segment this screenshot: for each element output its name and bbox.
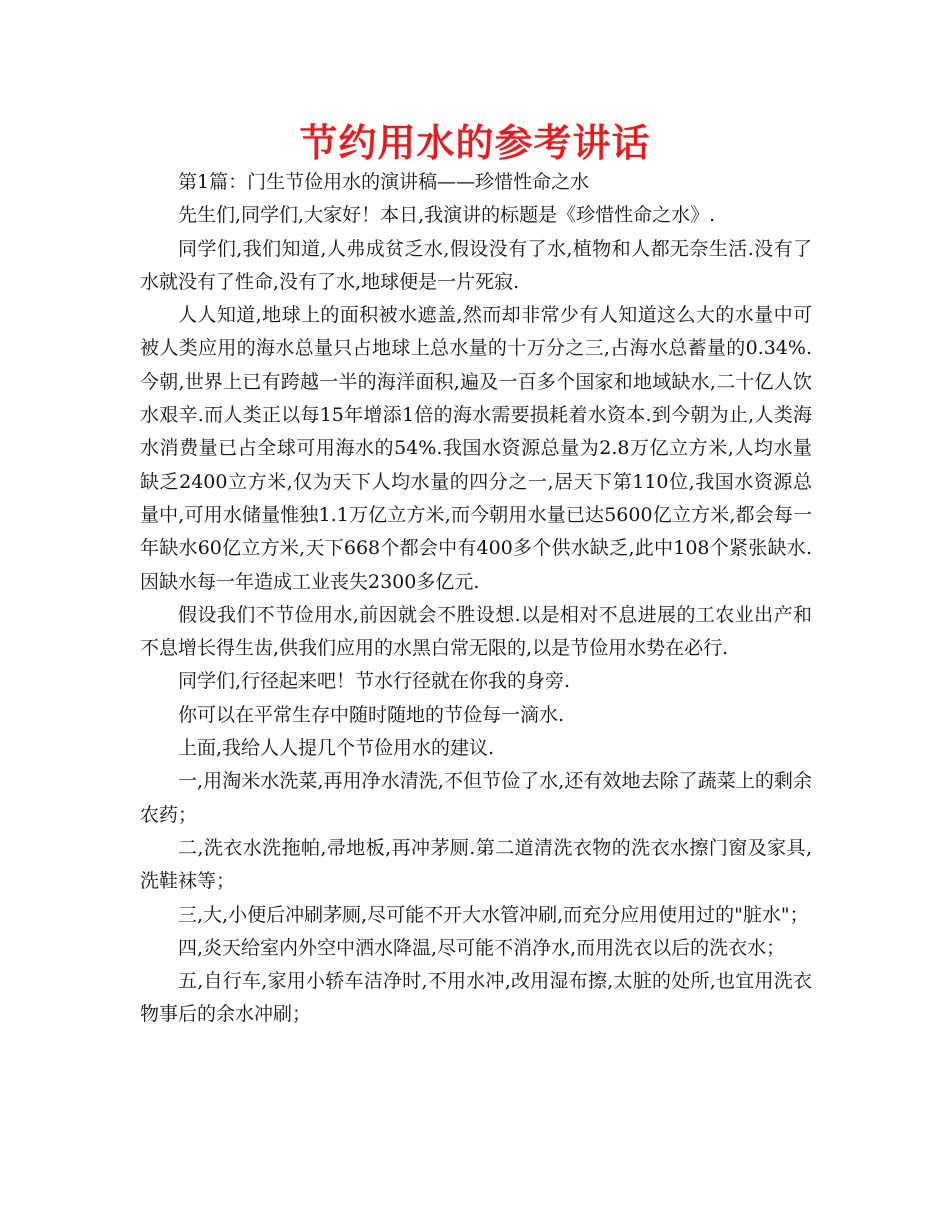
paragraph-suggestion-2: 二,洗衣水洗拖帕,帚地板,再冲茅厕.第二道清洗衣物的洗衣水擦门窗及家具,洗鞋袜等； [140,836,812,893]
paragraph-call-to-action: 同学们,行径起来吧！节水行径就在你我的身旁. [178,670,571,693]
paragraph-suggestion-5: 五,自行车,家用小轿车洁净时,不用水冲,改用湿布擦,太脏的处所,也宜用洗衣物事后的余水冲刷； [140,970,812,1026]
paragraph-suggestion-4: 四,炎天给室内外空中洒水降温,尽可能不消净水,而用洗衣以后的洗衣水； [178,936,786,959]
paragraph-suggestion-1: 一,用淘米水洗菜,再用净水清洗,不但节俭了水,还有效地去除了蔬菜上的剩余农药； [140,770,812,826]
paragraph-statistics: 人人知道,地球上的面积被水遮盖,然而却非常少有人知道这么大的水量中可被人类应用的海水总量只占地球上总水量的十万分之三,占海水总蓄量的0.34%.今朝,世界上已有跨越一半的海洋面积,遍及一百多个国家和地域缺水,二十亿人饮水艰辛.而人类正以每15年增添1倍的海水需要损耗着水资本.到今朝为止,人类海水消费量已占全球可用海水的54%.我国水资源总量为2.8万亿立方米,人均水量缺乏2400立方米,仅为天下人均水量的四分之一,居天下第110位,我国水资源总量中,可用水储量惟独1.1万亿立方米,而今朝用水量已达5600亿立方米,都会每一年缺水60亿立方米,天下668个都会中有400多个供水缺乏,此中108个紧张缺水.因缺水每一年造成工业丧失2300多亿元. [140,304,812,593]
paragraph-heading: 第1篇：门生节俭用水的演讲稿——珍惜性命之水 [178,171,590,193]
paragraph-suggestion-3: 三,大,小便后冲刷茅厕,尽可能不开大水管冲刷,而充分应用使用过的"脏水"； [178,903,809,926]
document-body [140,166,812,1032]
document-title: 节约用水的参考讲话 [299,121,651,165]
paragraph-consequence: 假设我们不节俭用水,前因就会不胜设想.以是相对不息进展的工农业出产和不息增长得生齿,供我们应用的水黑白常无限的,以是节俭用水势在必行. [140,603,812,660]
paragraph-intro: 同学们,我们知道,人弗成贫乏水,假设没有了水,植物和人都无奈生活.没有了水就没有了性命,没有了水,地球便是一片死寂. [140,237,812,293]
paragraph-greeting: 先生们,同学们,大家好！本日,我演讲的标题是《珍惜性命之水》. [178,204,716,227]
paragraph-suggestions-intro: 上面,我给人人提几个节俭用水的建议. [178,737,495,760]
paragraph-every-drop: 你可以在平常生存中随时随地的节俭每一滴水. [178,703,565,726]
